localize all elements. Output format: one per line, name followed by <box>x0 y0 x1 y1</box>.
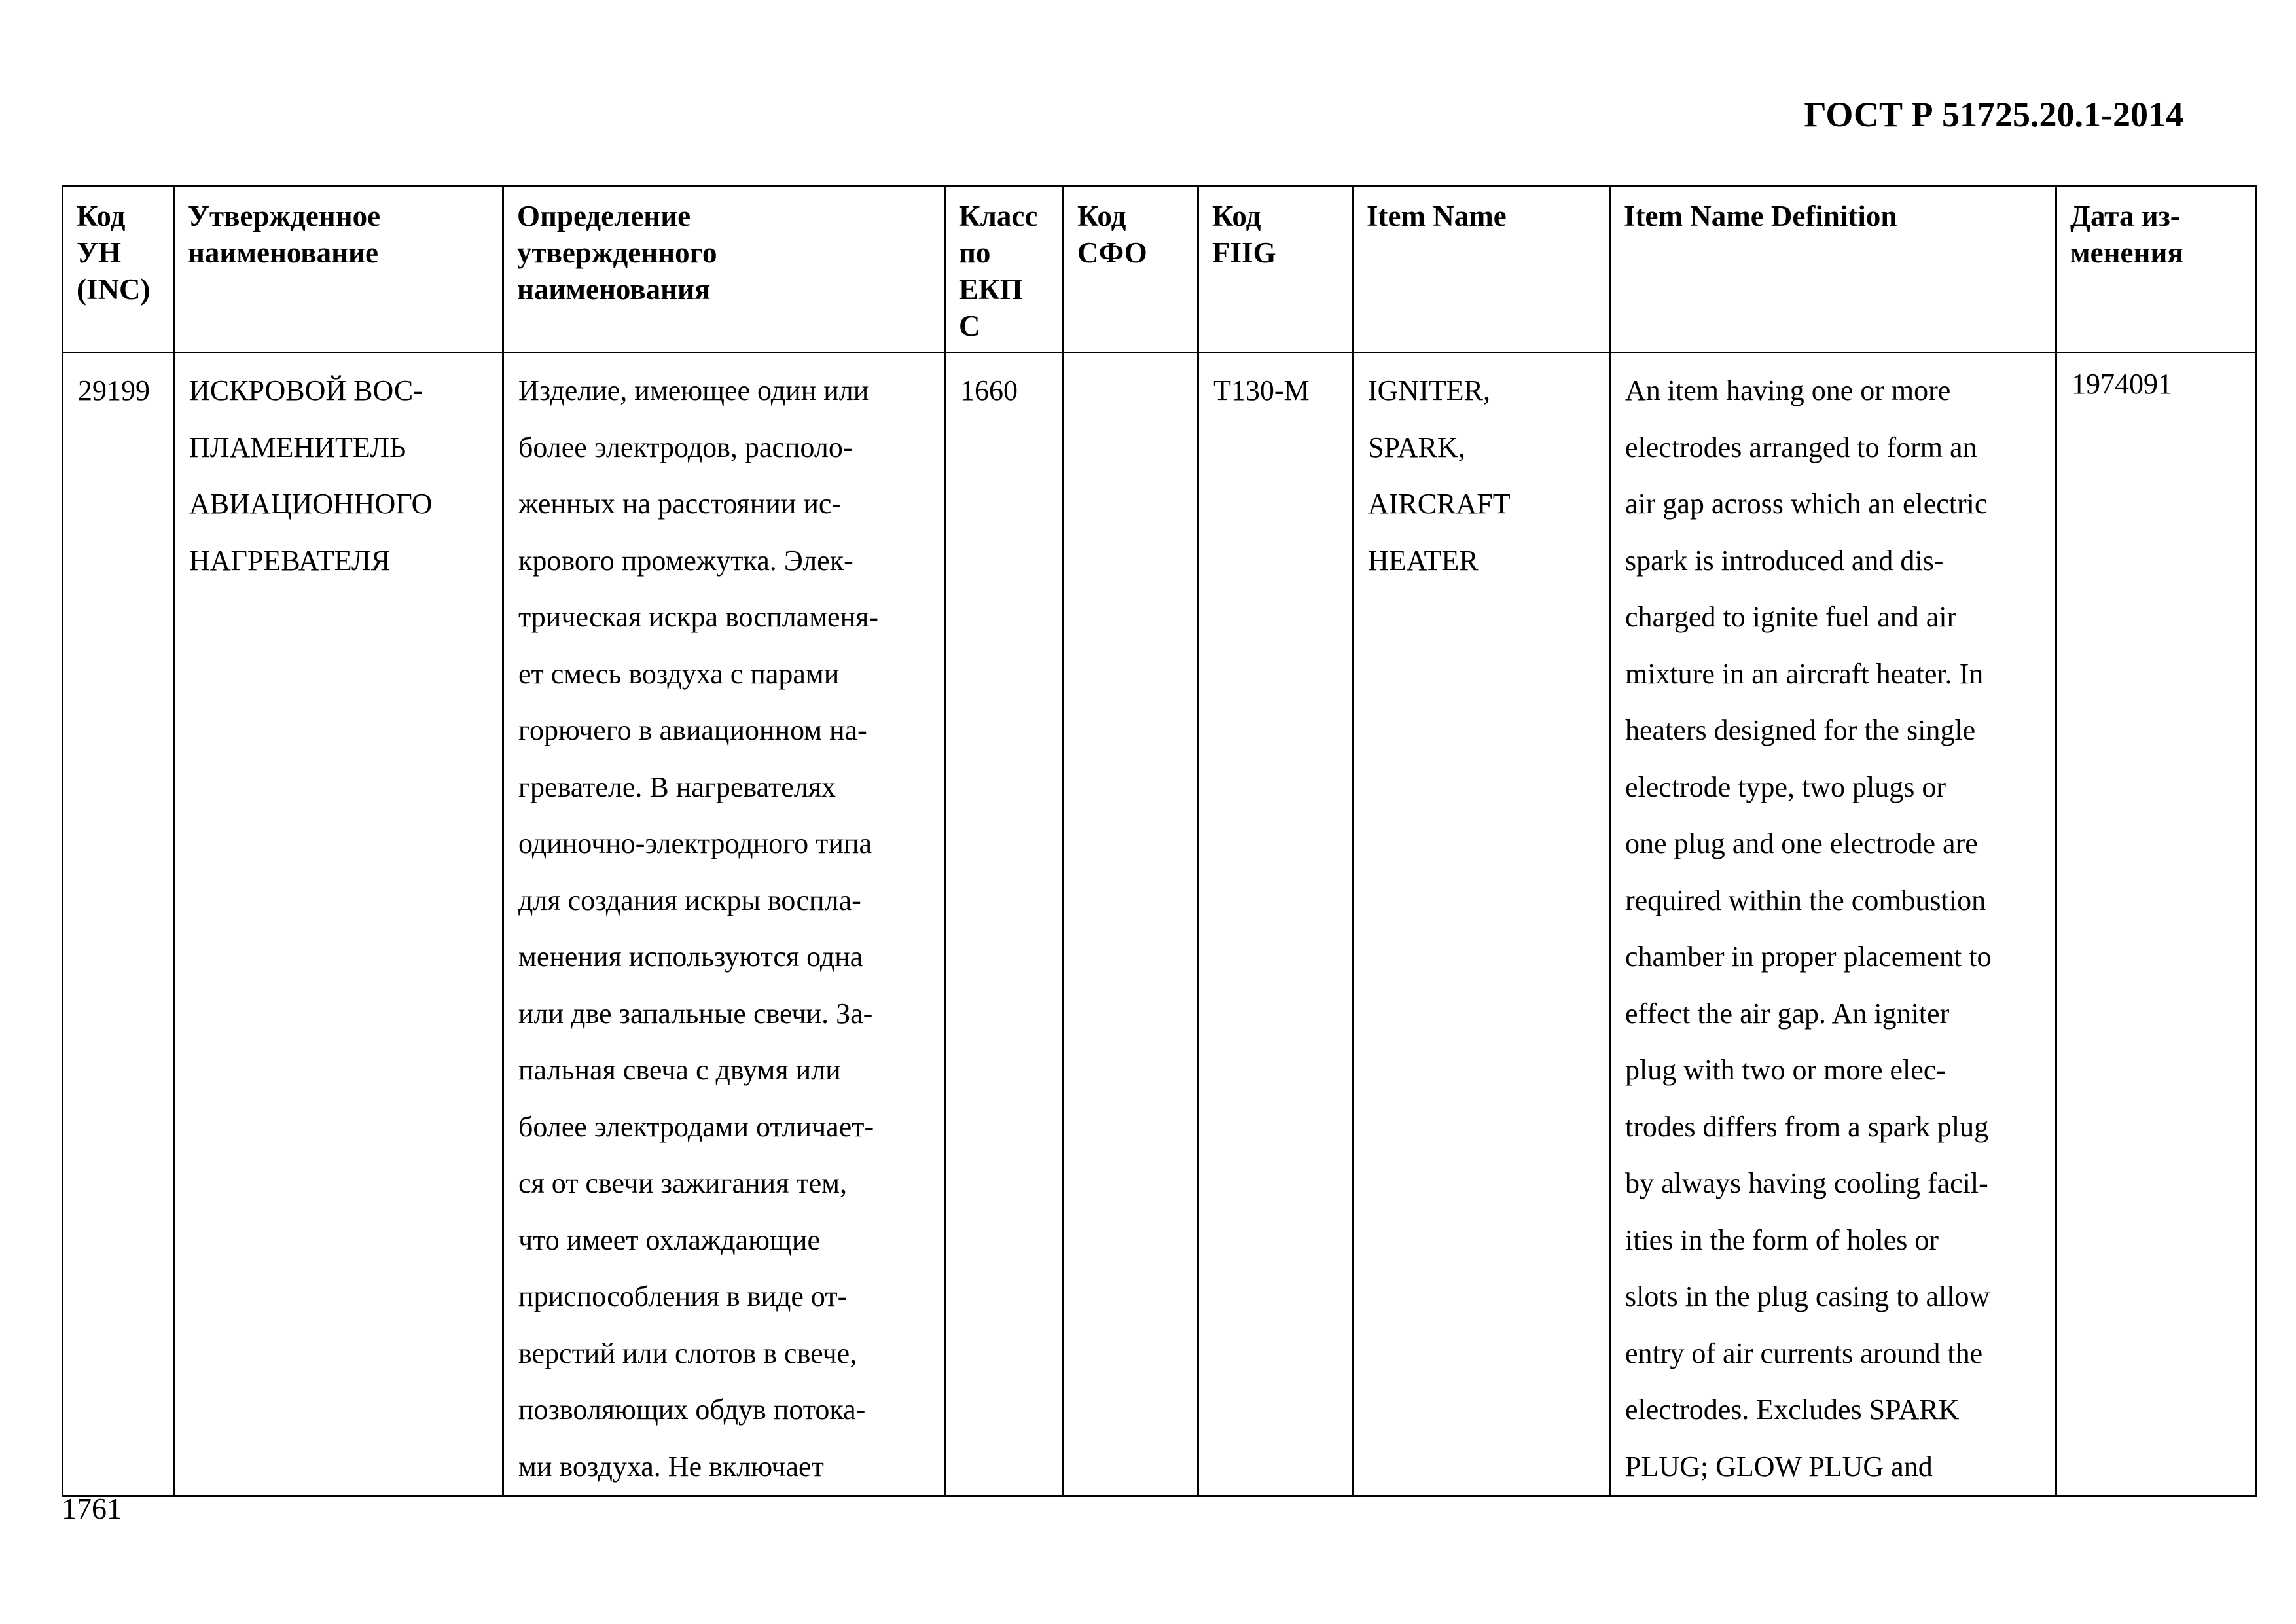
header-approved-name <box>174 187 503 353</box>
text-line: HEATER <box>1368 544 1479 577</box>
text-line: Код <box>77 200 126 232</box>
text-line: гревателе. В нагревателях <box>518 770 836 803</box>
text-line: пальная свеча с двумя или <box>518 1054 841 1086</box>
text-line: Item Name <box>1367 200 1507 232</box>
text-line: более электродами отличает- <box>518 1110 874 1143</box>
text-line: trodes differs from a spark plug <box>1625 1110 1989 1143</box>
text-line: СФО <box>1077 236 1147 269</box>
text-line: одиночно-электродного типа <box>518 827 872 859</box>
cell-definition-ru <box>503 353 945 1496</box>
table-row <box>63 353 2257 1496</box>
header-sfo-code <box>1064 187 1198 353</box>
text-line: приспособления в виде от- <box>518 1280 848 1312</box>
header-class-ekps <box>945 187 1064 353</box>
text-line: менения используются одна <box>518 941 863 973</box>
text-line: ся от свечи зажигания тем, <box>518 1167 847 1199</box>
text-line: Дата из- <box>2070 200 2180 232</box>
text-line: spark is introduced and dis- <box>1625 544 1944 577</box>
cell-inc: 29199 <box>63 353 174 1496</box>
text-line: для создания искры воспла- <box>518 884 861 916</box>
header-approved-name-definition <box>503 187 945 353</box>
text-line: позволяющих обдув потока- <box>518 1394 866 1426</box>
text-line: entry of air currents around the <box>1625 1337 1983 1369</box>
text-line: С <box>959 310 980 342</box>
text-line: ities in the form of holes or <box>1625 1223 1939 1256</box>
text-line: ПЛАМЕНИТЕЛЬ <box>189 431 406 463</box>
table-header-row <box>63 187 2257 353</box>
text-line: или две запальные свечи. За- <box>518 997 873 1030</box>
text-line: An item having one or more <box>1625 374 1951 406</box>
text-line: Код <box>1212 200 1261 232</box>
text-line: наименование <box>188 236 378 269</box>
header-item-name-definition <box>1610 187 2056 353</box>
text-line: electrode type, two plugs or <box>1625 770 1946 803</box>
nomenclature-table <box>62 185 2257 1497</box>
text-line: Изделие, имеющее один или <box>518 374 869 406</box>
text-line: Item Name Definition <box>1624 200 1897 232</box>
text-line: УН <box>77 236 122 269</box>
header-fiig-code <box>1198 187 1353 353</box>
text-line: более электродов, располо- <box>518 431 853 463</box>
text-line: женных на расстоянии ис- <box>518 488 842 520</box>
cell-definition-en <box>1610 353 2056 1496</box>
text-line: heaters designed for the single <box>1625 714 1976 746</box>
header-change-date <box>2056 187 2257 353</box>
text-line: IGNITER, <box>1368 374 1490 406</box>
text-line: Определение <box>517 200 691 232</box>
text-line: one plug and one electrode are <box>1625 827 1978 859</box>
text-line: electrodes. Excludes SPARK <box>1625 1394 1960 1426</box>
text-line: air gap across which an electric <box>1625 488 1988 520</box>
header-item-name <box>1353 187 1610 353</box>
text-line: AIRCRAFT <box>1368 488 1511 520</box>
text-line: (INC) <box>77 273 151 306</box>
text-line: PLUG; GLOW PLUG and <box>1625 1450 1933 1483</box>
header-inc <box>63 187 174 353</box>
cell-approved-name <box>174 353 503 1496</box>
text-line: менения <box>2070 236 2183 269</box>
text-line: required within the combustion <box>1625 884 1986 916</box>
text-line: ми воздуха. Не включает <box>518 1450 824 1483</box>
text-line: по <box>959 236 991 269</box>
cell-item-name <box>1353 353 1610 1496</box>
cell-class-ekps: 1660 <box>945 353 1064 1496</box>
text-line: by always having cooling facil- <box>1625 1167 1988 1199</box>
text-line: что имеет охлаждающие <box>518 1223 820 1256</box>
text-line: mixture in an aircraft heater. In <box>1625 657 1984 690</box>
text-line: трическая искра воспламеня- <box>518 601 878 633</box>
text-line: горючего в авиационном на- <box>518 714 867 746</box>
text-line: крового промежутка. Элек- <box>518 544 853 577</box>
cell-sfo-code <box>1064 353 1198 1496</box>
text-line: Класс <box>959 200 1038 232</box>
text-line: slots in the plug casing to allow <box>1625 1280 1990 1312</box>
text-line: Утвержденное <box>188 200 381 232</box>
text-line: наименования <box>517 273 711 306</box>
text-line: electrodes arranged to form an <box>1625 431 1977 463</box>
text-line: ИСКРОВОЙ ВОС- <box>189 374 423 406</box>
text-line: АВИАЦИОННОГО <box>189 488 433 520</box>
text-line: chamber in proper placement to <box>1625 941 1992 973</box>
text-line: FIIG <box>1212 236 1276 269</box>
text-line: effect the air gap. An igniter <box>1625 997 1950 1030</box>
page-number: 1761 <box>62 1492 122 1525</box>
text-line: SPARK, <box>1368 431 1465 463</box>
cell-fiig-code: T130-M <box>1198 353 1353 1496</box>
text-line: Код <box>1077 200 1126 232</box>
text-line: ЕКП <box>959 273 1023 306</box>
text-line: plug with two or more elec- <box>1625 1054 1946 1086</box>
text-line: верстий или слотов в свече, <box>518 1337 857 1369</box>
document-id: ГОСТ Р 51725.20.1-2014 <box>1804 95 2183 134</box>
text-line: утвержденного <box>517 236 717 269</box>
text-line: ет смесь воздуха с парами <box>518 657 840 690</box>
cell-change-date: 1974091 <box>2056 353 2257 1496</box>
text-line: charged to ignite fuel and air <box>1625 601 1957 633</box>
text-line: НАГРЕВАТЕЛЯ <box>189 544 391 577</box>
